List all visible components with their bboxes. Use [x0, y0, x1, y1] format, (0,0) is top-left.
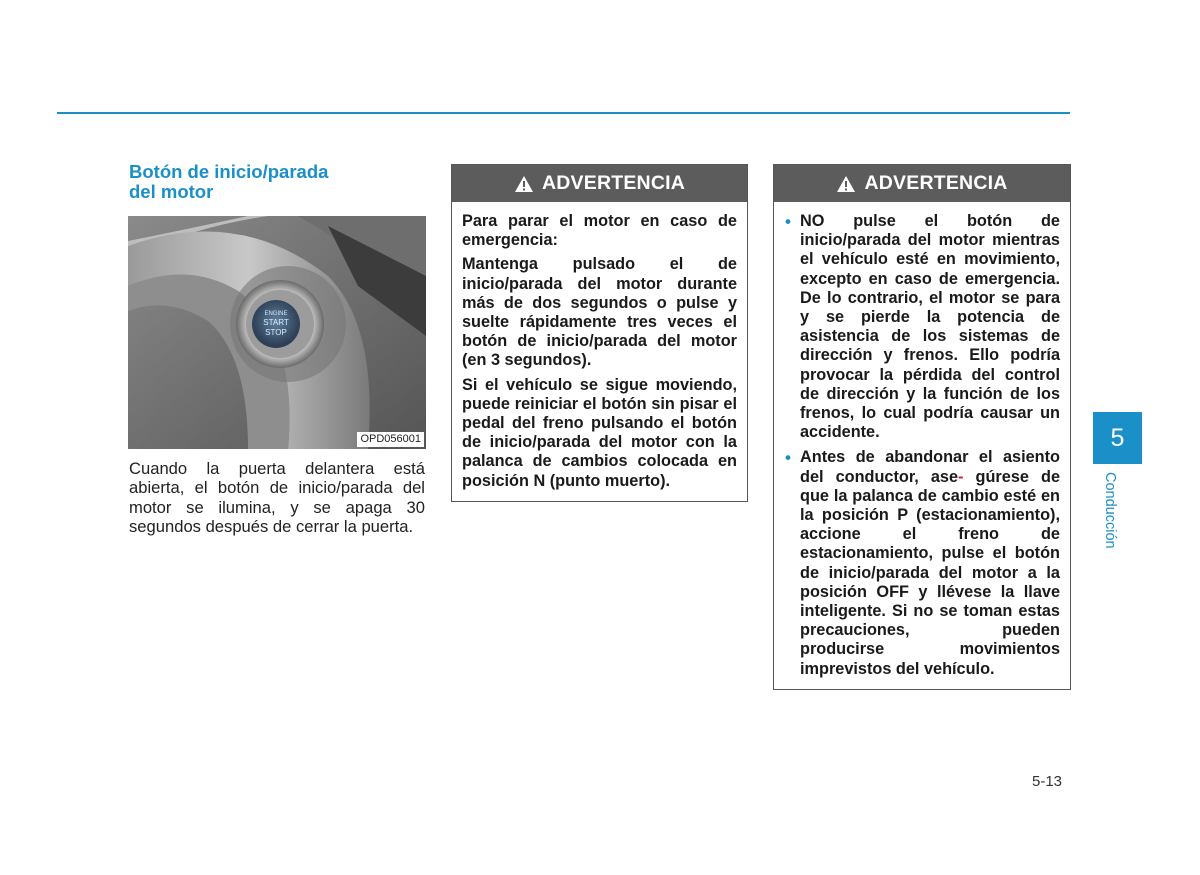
button-label-start: START — [263, 318, 289, 327]
bullet-text-2-start: Antes de abandonar el asiento del conductor, ase — [800, 448, 1060, 486]
bullet-text-1: NO pulse el botón de inicio/parada del motor mientras el vehículo esté en movimiento, excepto en caso de emergencia. De lo contrario, el motor se para y se pierde la potencia de asistencia de los sistemas de dirección y frenos. Ello podría provocar la pérdida del control de dirección y la función de los frenos, lo cual podría causar un accidente. — [800, 212, 1060, 442]
warning-title: ADVERTENCIA — [864, 172, 1008, 194]
button-label-engine: ENGINE — [264, 311, 288, 317]
bullet-marker: • — [785, 448, 791, 468]
list-item — [784, 448, 1060, 678]
warning-header — [774, 165, 1070, 202]
body-paragraph: Cuando la puerta delantera está abierta, el botón de inicio/parada del motor se ilumina, y se apaga 30 segundos después de cerrar la puerta. — [129, 459, 425, 537]
warning-paragraph-3: Si el vehículo se sigue moviendo, puede reiniciar el botón sin pisar el pedal del freno pulsando el botón de inicio/parada del motor con la palanca de cambios colocada en posición N (punto muerto). — [462, 375, 737, 490]
warning-body — [774, 202, 1070, 689]
engine-start-button-photo — [128, 216, 426, 449]
warning-triangle-icon — [514, 175, 534, 193]
photo-illustration — [128, 216, 426, 449]
section-heading — [129, 162, 419, 202]
button-label-stop: STOP — [265, 328, 287, 337]
warning-box-driving — [773, 164, 1071, 690]
warning-body — [452, 202, 747, 501]
chapter-number-tab: 5 — [1093, 412, 1142, 464]
bullet-text-2-end: gúrese de que la palanca de cambio esté en la posición P (estacionamiento), accione el freno de estacionamiento, pulse el botón de inicio/parada del motor a la posición OFF y llévese la llave inteligente. Si no se toman estas precauciones, pueden producirse movimientos imprevistos del vehículo. — [800, 467, 1061, 678]
section-heading-line-1: Botón de inicio/parada — [129, 161, 329, 182]
warning-bullet-list — [784, 212, 1060, 679]
chapter-name-text: Conducción — [1102, 472, 1118, 549]
page-number: 5-13 — [1032, 773, 1063, 790]
warning-header — [452, 165, 747, 202]
warning-title: ADVERTENCIA — [541, 172, 686, 194]
warning-paragraph-1: Para parar el motor en caso de emergencia: — [462, 212, 737, 250]
list-item — [784, 212, 1060, 442]
hyphen-mark: - — [958, 467, 964, 486]
header-rule — [57, 112, 1070, 114]
bullet-marker: • — [785, 212, 791, 231]
chapter-name — [1101, 472, 1119, 558]
warning-triangle-icon — [836, 175, 856, 193]
warning-paragraph-2: Mantenga pulsado el de inicio/parada del motor durante más de dos segundos o pulse y suelte rápidamente tres veces el botón de inicio/parada del motor (en 3 segundos). — [462, 255, 737, 370]
figure-code: OPD056001 — [357, 432, 424, 447]
section-heading-line-2: del motor — [129, 181, 214, 202]
warning-box-emergency — [451, 164, 748, 502]
